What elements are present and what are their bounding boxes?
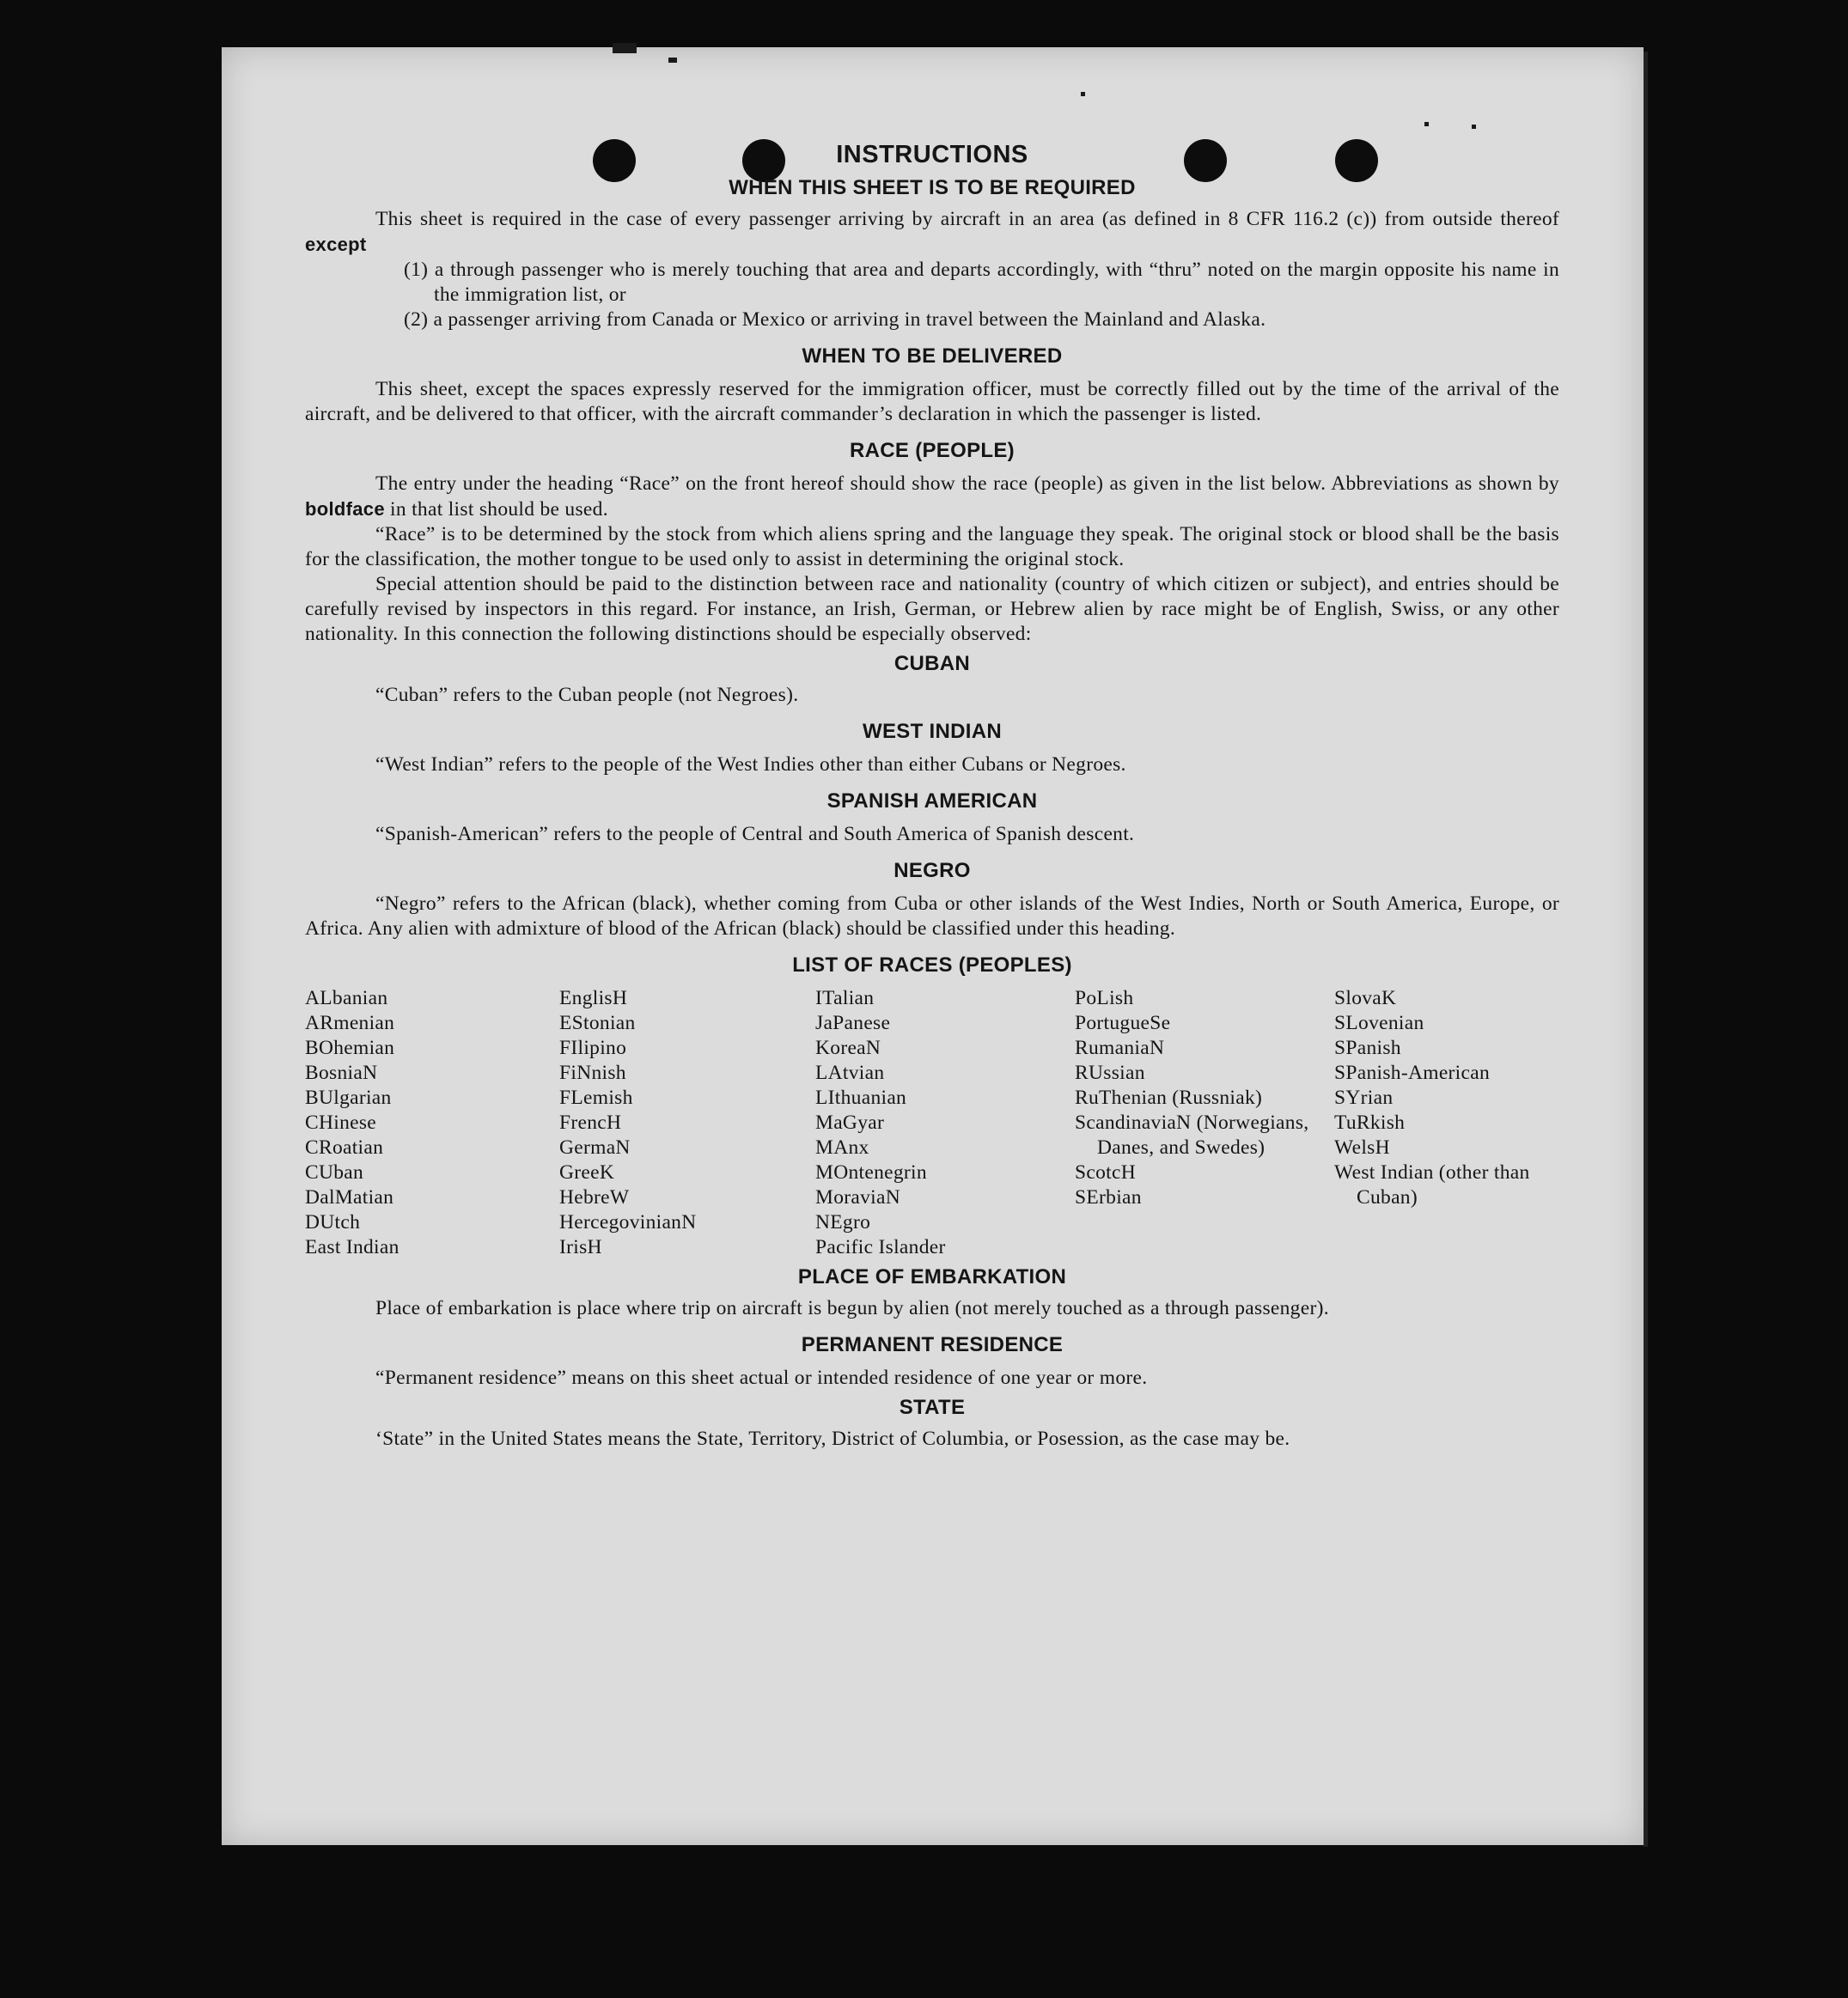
race-entry: RumaniaN <box>1075 1037 1165 1059</box>
section-title-west-indian: WEST INDIAN <box>863 720 1002 743</box>
instructions-content <box>305 136 1559 1452</box>
race-entry: HebreW <box>559 1186 630 1209</box>
race-paragraph-1 <box>305 472 1559 522</box>
race-entry: GermaN <box>559 1136 631 1159</box>
race-entry: LIthuanian <box>815 1087 907 1109</box>
race-entry: FrencH <box>559 1112 622 1134</box>
required-paragraph <box>305 207 1559 258</box>
paper-tear-mark <box>613 43 637 53</box>
section-title-race: RACE (PEOPLE) <box>850 439 1015 462</box>
race-entry: ScandinaviaN (Norwegians, Danes, and Swedes) <box>1075 1112 1309 1159</box>
paper-speck <box>1472 125 1476 129</box>
section-title-delivered: WHEN TO BE DELIVERED <box>802 344 1063 368</box>
paper-speck <box>1081 92 1085 96</box>
race-list <box>305 986 1559 1260</box>
race-entry: East Indian <box>305 1236 399 1258</box>
race-column-2 <box>559 986 815 1260</box>
race-entry: ITalian <box>815 987 875 1009</box>
race-entry: ScotcH <box>1075 1161 1136 1184</box>
race-column-3 <box>815 986 1075 1260</box>
delivered-paragraph: This sheet, except the spaces expressly reserved for the immigration officer, must be correctly filled out by the time of the arrival of the aircraft, and be delivered to that officer, with the aircraft commander’s declaration in which the passenger is listed. <box>305 378 1559 425</box>
race-entry: SLovenian <box>1334 1012 1424 1034</box>
race-entry: CHinese <box>305 1112 377 1134</box>
race-entry: RuThenian (Russniak) <box>1075 1087 1263 1109</box>
section-title-required: WHEN THIS SHEET IS TO BE REQUIRED <box>729 176 1136 199</box>
section-title-cuban: CUBAN <box>894 652 971 675</box>
section-title-spanish-american: SPANISH AMERICAN <box>826 789 1038 813</box>
race-column-4 <box>1075 986 1334 1260</box>
exception-item-2: (2) a passenger arriving from Canada or Mexico or arriving in travel between the Mainland and Alaska. <box>404 308 1266 331</box>
race-column-1 <box>305 986 559 1260</box>
except-keyword: except <box>305 234 367 255</box>
section-title-state: STATE <box>899 1396 966 1419</box>
race-entry: ALbanian <box>305 987 388 1009</box>
embarkation-paragraph: Place of embarkation is place where trip on aircraft is begun by alien (not merely touched as a through passenger). <box>375 1297 1329 1319</box>
race-entry: FiNnish <box>559 1062 626 1084</box>
race-entry: PortugueSe <box>1075 1012 1171 1034</box>
paper-tear-mark <box>668 58 677 63</box>
section-title-list-of-races: LIST OF RACES (PEOPLES) <box>792 953 1072 977</box>
race-entry: Pacific Islander <box>815 1236 946 1258</box>
state-paragraph: ‘State” in the United States means the State, Territory, District of Columbia, or Posession, as the case may be. <box>375 1428 1290 1450</box>
exception-item-1: (1) a through passenger who is merely touching that area and departs accordingly, with “thru” noted on the margin opposite his name in the immigration list, or <box>404 259 1559 306</box>
sheet-edge <box>1644 52 1648 1847</box>
negro-paragraph: “Negro” refers to the African (black), whether coming from Cuba or other islands of the West Indies, North or South America, Europe, or Africa. Any alien with admixture of blood of the African (black) should be classified under this heading. <box>305 892 1559 940</box>
west-indian-paragraph: “West Indian” refers to the people of the West Indies other than either Cubans or Negroes. <box>375 753 1126 776</box>
race-column-5 <box>1334 986 1558 1260</box>
race-entry: EnglisH <box>559 987 628 1009</box>
race-entry: MoraviaN <box>815 1186 900 1209</box>
race-entry: DalMatian <box>305 1186 394 1209</box>
race-entry: WelsH <box>1334 1136 1390 1159</box>
race-entry: PoLish <box>1075 987 1134 1009</box>
race-entry: MOntenegrin <box>815 1161 927 1184</box>
section-title-negro: NEGRO <box>894 859 971 882</box>
race-entry: IrisH <box>559 1236 602 1258</box>
race-entry: MaGyar <box>815 1112 885 1134</box>
required-text: This sheet is required in the case of every passenger arriving by aircraft in an area (as defined in 8 CFR 116.2 (c)) from outside thereof <box>375 208 1559 230</box>
section-title-residence: PERMANENT RESIDENCE <box>801 1333 1064 1356</box>
spanish-american-paragraph: “Spanish-American” refers to the people of Central and South America of Spanish descent. <box>375 823 1135 845</box>
race-entry: SPanish-American <box>1334 1062 1491 1084</box>
race-entry: FIlipino <box>559 1037 627 1059</box>
race-entry: CUban <box>305 1161 364 1184</box>
race-entry: SYrian <box>1334 1087 1394 1109</box>
residence-paragraph: “Permanent residence” means on this sheet actual or intended residence of one year or more. <box>375 1367 1148 1389</box>
race-entry: ARmenian <box>305 1012 395 1034</box>
page-title: INSTRUCTIONS <box>836 141 1028 168</box>
section-title-embarkation: PLACE OF EMBARKATION <box>797 1265 1067 1288</box>
race-paragraph-3: Special attention should be paid to the distinction between race and nationality (country of which citizen or subject), and entries should be carefully revised by inspectors in this regard. For instance, an Irish, German, or Hebrew alien by race might be of English, Swiss, or any other nationality. In this connection the following distinctions should be especially observed: <box>305 573 1559 645</box>
race-entry: KoreaN <box>815 1037 881 1059</box>
race-entry: GreeK <box>559 1161 615 1184</box>
race-entry: SlovaK <box>1334 987 1397 1009</box>
race-entry: BosniaN <box>305 1062 378 1084</box>
race-entry: TuRkish <box>1334 1112 1406 1134</box>
boldface-word: boldface <box>305 498 385 520</box>
race-entry: MAnx <box>815 1136 869 1159</box>
race-entry: HercegovinianN <box>559 1211 697 1234</box>
race-entry: West Indian (other than Cuban) <box>1334 1161 1530 1209</box>
race-text: in that list should be used. <box>384 498 608 521</box>
race-entry: JaPanese <box>815 1012 891 1034</box>
race-entry: RUssian <box>1075 1062 1145 1084</box>
race-text: The entry under the heading “Race” on the front hereof should show the race (people) as given in the list below. Abbreviations as shown by <box>375 472 1559 495</box>
race-entry: NEgro <box>815 1211 871 1234</box>
race-entry: SErbian <box>1075 1186 1142 1209</box>
paper-speck <box>1424 122 1429 126</box>
race-entry: CRoatian <box>305 1136 384 1159</box>
race-paragraph-2: “Race” is to be determined by the stock from which aliens spring and the language they speak. The original stock or blood shall be the basis for the classification, the mother tongue to be used only to assist in determining the original stock. <box>305 523 1559 570</box>
race-entry: FLemish <box>559 1087 633 1109</box>
race-entry: EStonian <box>559 1012 636 1034</box>
race-entry: LAtvian <box>815 1062 885 1084</box>
race-entry: BOhemian <box>305 1037 395 1059</box>
race-entry: BUlgarian <box>305 1087 392 1109</box>
race-entry: DUtch <box>305 1211 361 1234</box>
race-entry: SPanish <box>1334 1037 1401 1059</box>
cuban-paragraph: “Cuban” refers to the Cuban people (not Negroes). <box>375 684 799 706</box>
